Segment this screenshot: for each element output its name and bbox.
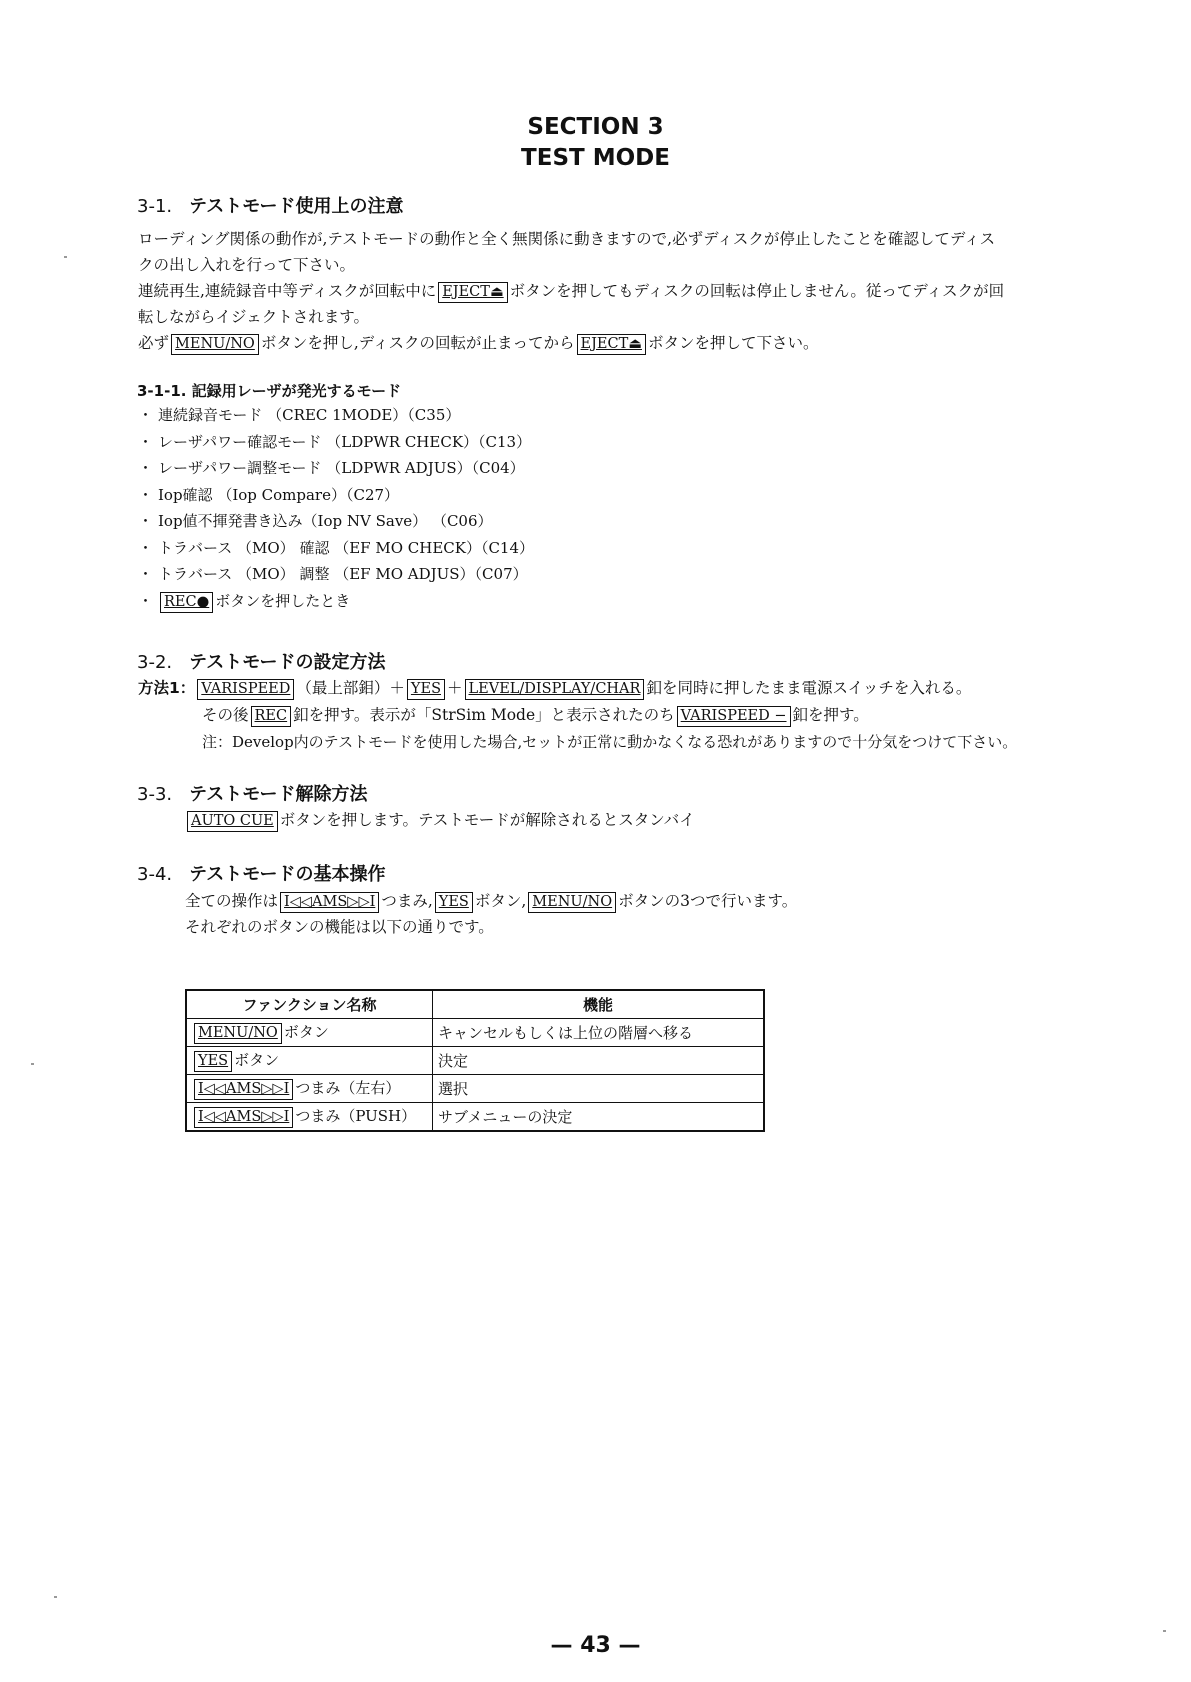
table-row (186, 1075, 764, 1103)
table-cell: YES ボタン (186, 1047, 433, 1075)
heading-3-2 (137, 648, 386, 674)
table-row (186, 1103, 764, 1132)
heading-3-1-1: 3-1-1. 記録用レーザが発光するモード (137, 382, 402, 400)
method-1-line-2: その後 REC 釦を押す。表示が「StrSim Mode」と表示されたのち VARISPEED − 釦を押す。 (202, 702, 869, 728)
column-header-function-name: ファンクション名称 (186, 990, 433, 1019)
section-title-line2: TEST MODE (521, 145, 670, 171)
function-table (185, 989, 765, 1132)
paragraph-3-4-b: それぞれのボタンの機能は以下の通りです。 (185, 918, 494, 936)
rec-key-label: REC● (160, 592, 213, 613)
list-item: ・ レーザパワー確認モード （LDPWR CHECK）（C13） (138, 432, 532, 451)
page-number: — 43 — (550, 1633, 641, 1658)
text: 必ず (138, 334, 170, 352)
heading-3-1 (137, 192, 404, 218)
list-item: ・ Iop確認 （Iop Compare）（C27） (138, 485, 400, 504)
heading-number: 3-3. (137, 784, 173, 805)
text: ボタンを押して下さい。 (647, 334, 819, 352)
heading-text: テストモード使用上の注意 (189, 196, 404, 217)
paragraph-3-1-d: 転しながらイジェクトされます。 (138, 308, 369, 326)
table-row (186, 1047, 764, 1075)
text: ボタンを押してもディスクの回転は停止しません。従ってディスクが回 (509, 282, 1005, 300)
paragraph-3-1-b: クの出し入れを行って下さい。 (138, 256, 356, 274)
scan-speck (1163, 1630, 1166, 1632)
list-item: ・ トラバース （MO） 調整 （EF MO ADJUS）（C07） (138, 565, 528, 583)
paragraph-3-1-c (138, 278, 1004, 304)
list-item: ・ レーザパワー調整モード （LDPWR ADJUS）（C04） (138, 459, 525, 477)
text: 連続再生,連続録音中等ディスクが回転中に (138, 282, 437, 300)
laser-mode-list (138, 402, 534, 614)
text: ボタンを押し,ディスクの回転が止まってから (260, 334, 575, 352)
paragraph-3-1-e (138, 330, 819, 356)
method-label: 方法1： (138, 679, 196, 697)
paragraph-3-4-a: 全ての操作は I◁◁AMS▷▷I つまみ, YES ボタン, MENU/NO ボタンの3つで行います。 (185, 888, 797, 914)
rec-key-label: REC (251, 706, 292, 727)
table-cell: サブメニューの決定 (433, 1103, 765, 1132)
heading-text: テストモードの基本操作 (189, 864, 386, 885)
method-1-line-1: 方法1： VARISPEED （最上部鉬）＋ YES ＋ LEVEL/DISPLAY/CHAR 釦を同時に押したまま電源スイッチを入れる。 (138, 675, 971, 701)
eject-key-label: EJECT⏏ (577, 334, 646, 355)
scan-speck (31, 1063, 34, 1065)
list-item: ・ 連続録音モード （CREC 1MODE）（C35） (138, 406, 461, 424)
auto-cue-key-label: AUTO CUE (187, 811, 278, 832)
menu-no-key-label: MENU/NO (528, 892, 616, 913)
heading-number: 3-1. (137, 196, 173, 217)
varispeed-minus-key-label: VARISPEED − (677, 706, 791, 727)
heading-3-4 (137, 860, 386, 886)
heading-number: 3-2. (137, 652, 173, 673)
heading-text: テストモードの設定方法 (189, 652, 386, 673)
scan-speck (64, 256, 67, 258)
scan-speck (54, 1596, 57, 1598)
ams-knob-label: I◁◁AMS▷▷I (280, 892, 379, 913)
paragraph-3-1-a: ローディング関係の動作が,テストモードの動作と全く無関係に動きますので,必ずディスクが停止したことを確認してディス (138, 230, 996, 248)
method-1-note: 注：Develop内のテストモードを使用した場合,セットが正常に動かなくなる恐れがありますので十分気をつけて下さい。 (202, 733, 1018, 751)
table-row (186, 1019, 764, 1047)
table-cell: キャンセルもしくは上位の階層へ移る (433, 1019, 765, 1047)
menu-no-key-label: MENU/NO (171, 334, 259, 355)
heading-3-3 (137, 780, 368, 806)
list-item: ・ トラバース （MO） 確認 （EF MO CHECK）（C14） (138, 538, 535, 557)
varispeed-key-label: VARISPEED (197, 679, 294, 700)
column-header-function: 機能 (433, 990, 765, 1019)
list-item: ・ Iop値不揮発書き込み（Iop NV Save） （C06） (138, 512, 493, 530)
paragraph-3-3: AUTO CUE ボタンを押します。テストモードが解除されるとスタンバイ (185, 807, 695, 833)
table-cell: I◁◁AMS▷▷I つまみ（左右） (186, 1075, 433, 1103)
heading-number: 3-4. (137, 864, 173, 885)
table-cell: 選択 (433, 1075, 765, 1103)
level-display-char-key-label: LEVEL/DISPLAY/CHAR (465, 679, 645, 700)
table-cell: I◁◁AMS▷▷I つまみ（PUSH） (186, 1103, 433, 1132)
section-title-line1: SECTION 3 (527, 114, 664, 140)
heading-text: テストモード解除方法 (189, 784, 368, 805)
table-header-row (186, 990, 764, 1019)
eject-key-label: EJECT⏏ (438, 282, 507, 303)
yes-key-label: YES (435, 892, 473, 913)
section-title (0, 112, 1191, 174)
yes-key-label: YES (407, 679, 445, 700)
table-cell: 決定 (433, 1047, 765, 1075)
list-item: ・ REC● ボタンを押したとき (138, 588, 534, 615)
table-cell: MENU/NO ボタン (186, 1019, 433, 1047)
